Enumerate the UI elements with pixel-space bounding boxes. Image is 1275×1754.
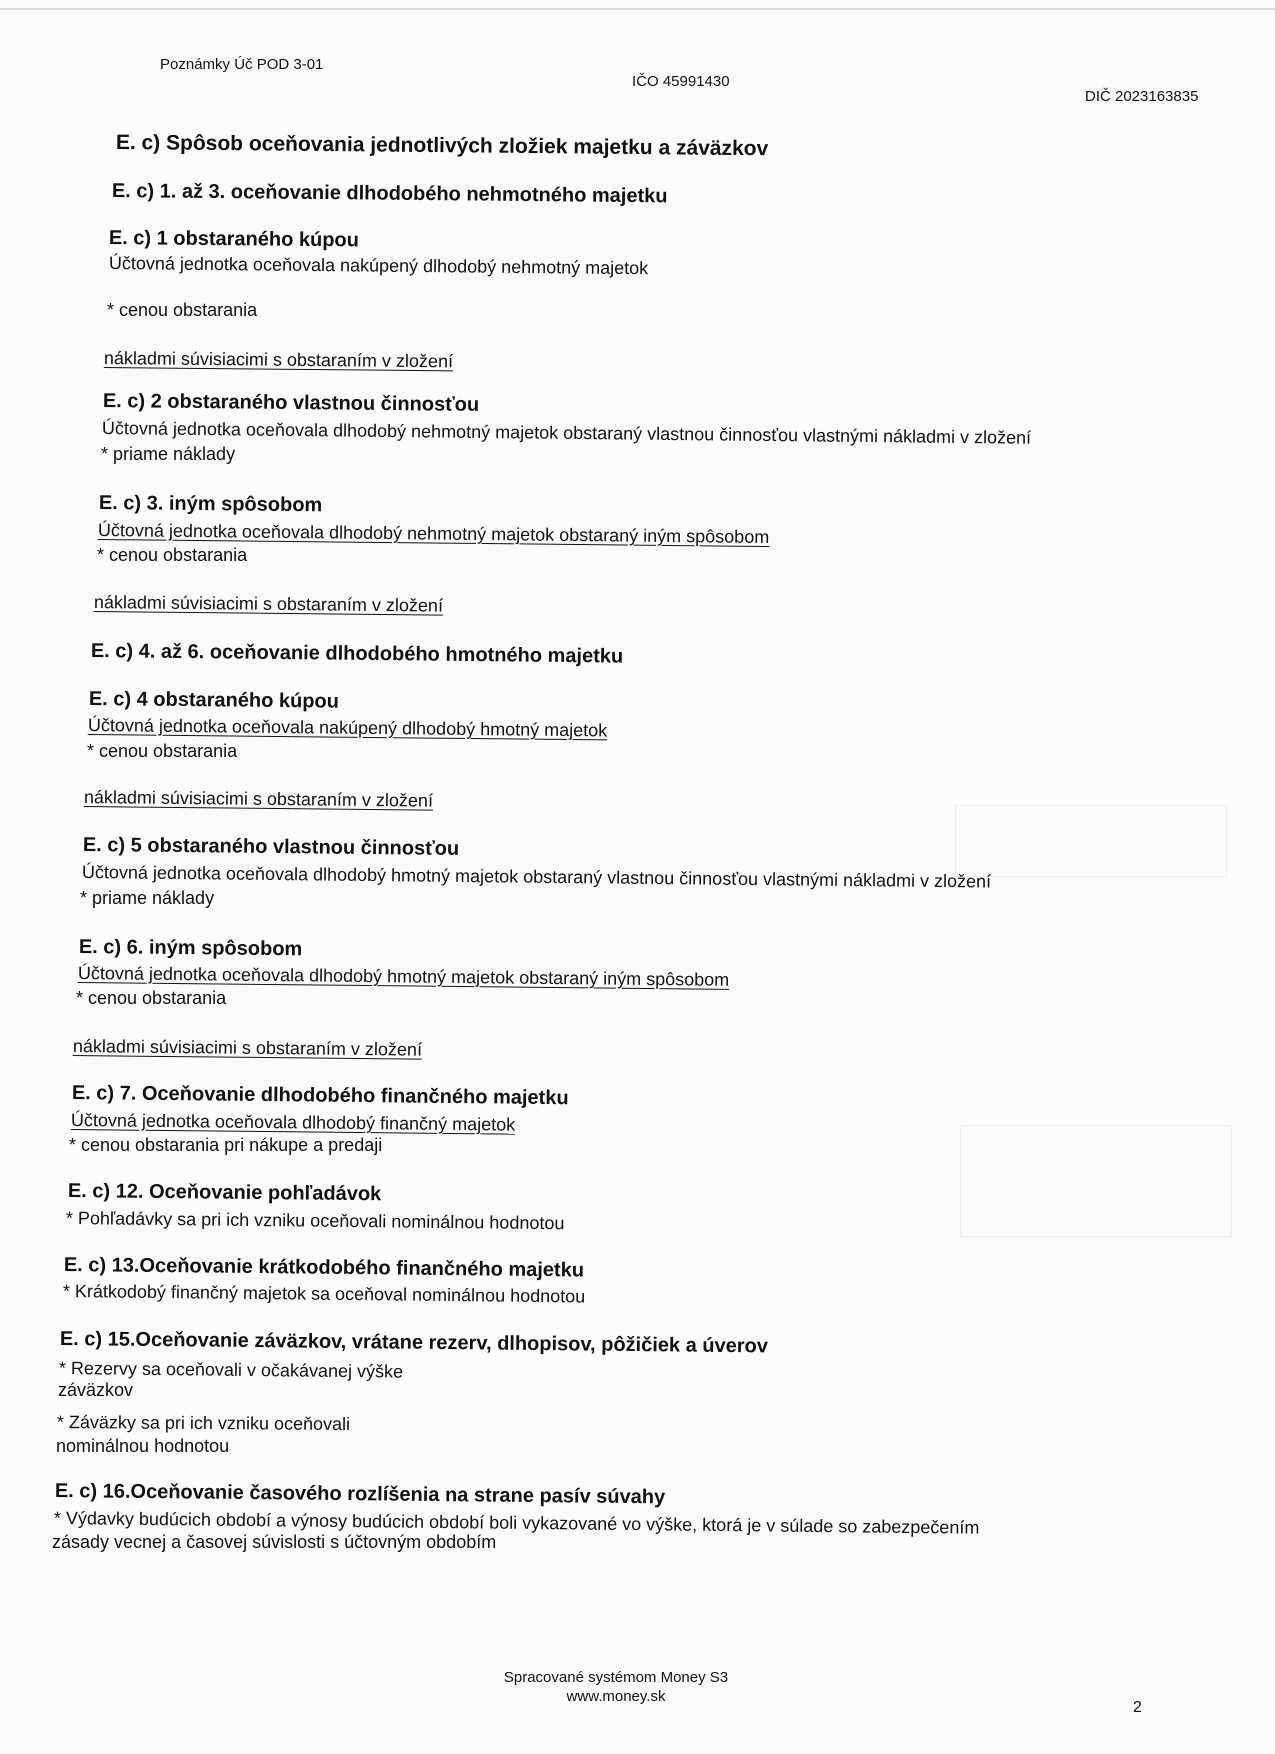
s15-line1: * Rezervy sa oceňovali v očakávanej výške: [58, 1358, 404, 1382]
s6-line3: nákladmi súvisiacimi s obstaraním v zložení: [72, 1036, 423, 1060]
s2-title: E. c) 2 obstaraného vlastnou činnosťou: [102, 390, 480, 416]
s4-title: E. c) 4 obstaraného kúpou: [88, 688, 340, 713]
header-dic: DIČ 2023163835: [1085, 88, 1199, 105]
s15-title: E. c) 15.Oceňovanie záväzkov, vrátane rezerv, dlhopisov, pôžičiek a úverov: [59, 1328, 769, 1358]
s12-title: E. c) 12. Oceňovanie pohľadávok: [67, 1180, 382, 1206]
s3-line2: * cenou obstarania: [97, 545, 248, 565]
s5-line2: * priame náklady: [80, 888, 215, 908]
section-tangible-title: E. c) 4. až 6. oceňovanie dlhodobého hmotného majetku: [90, 640, 624, 668]
s1-line3: nákladmi súvisiacimi s obstaraním v zložení: [103, 348, 454, 372]
s15-line3: * Záväzky sa pri ich vzniku oceňovali: [56, 1412, 351, 1435]
s7-line2: * cenou obstarania pri nákupe a predaji: [69, 1135, 383, 1155]
s16-title: E. c) 16.Oceňovanie časového rozlíšenia na strane pasív súvahy: [54, 1480, 666, 1509]
s3-line1: Účtovná jednotka oceňovala dlhodobý nehmotný majetok obstaraný iným spôsobom: [97, 520, 770, 548]
scan-edge-line: [0, 8, 1275, 10]
s2-line1: Účtovná jednotka oceňovala dlhodobý nehmotný majetok obstaraný vlastnou činnosťou vlastnými nákladmi v zložení: [101, 418, 1032, 448]
section-main-title: E. c) Spôsob oceňovania jednotlivých zložiek majetku a záväzkov: [115, 131, 769, 161]
bleed-through-box: [960, 1125, 1232, 1237]
page-number: 2: [1133, 1699, 1142, 1716]
s7-line1: Účtovná jednotka oceňovala dlhodobý finančný majetok: [70, 1110, 516, 1135]
s16-line1: * Výdavky budúcich období a výnosy budúcich období boli vykazované vo výške, ktorá je v súlade so zabezpečením: [53, 1508, 980, 1538]
s4-line2: * cenou obstarania: [87, 741, 238, 761]
s1-title: E. c) 1 obstaraného kúpou: [108, 227, 360, 252]
s13-line1: * Krátkodobý finančný majetok sa oceňoval nominálnou hodnotou: [62, 1281, 586, 1307]
s2-line2: * priame náklady: [101, 444, 236, 464]
footer-software: Spracované systémom Money S3: [503, 1669, 729, 1686]
s7-title: E. c) 7. Oceňovanie dlhodobého finančného majetku: [71, 1082, 569, 1110]
s5-line1: Účtovná jednotka oceňovala dlhodobý hmotný majetok obstaraný vlastnou činnosťou vlastnými nákladmi v zložení: [81, 862, 992, 892]
header-ico: IČO 45991430: [632, 73, 730, 90]
s15-line2: záväzkov: [58, 1380, 134, 1400]
footer-url: www.money.sk: [566, 1688, 666, 1705]
s16-line2: zásady vecnej a časovej súvislosti s účtovným obdobím: [52, 1532, 497, 1552]
s13-title: E. c) 13.Oceňovanie krátkodobého finančného majetku: [63, 1254, 585, 1282]
s1-line2: * cenou obstarania: [107, 300, 258, 320]
header-left: Poznámky Úč POD 3-01: [160, 56, 324, 73]
s6-line2: * cenou obstarania: [76, 988, 227, 1008]
s1-line1: Účtovná jednotka oceňovala nakúpený dlhodobý nehmotný majetok: [108, 253, 649, 279]
s6-title: E. c) 6. iným spôsobom: [78, 936, 303, 961]
bleed-through-box: [955, 805, 1227, 877]
s4-line1: Účtovná jednotka oceňovala nakúpený dlhodobý hmotný majetok: [87, 715, 608, 741]
s3-title: E. c) 3. iným spôsobom: [98, 492, 323, 517]
s4-line3: nákladmi súvisiacimi s obstaraním v zložení: [83, 787, 434, 811]
section-intangible-title: E. c) 1. až 3. oceňovanie dlhodobého nehmotného majetku: [111, 180, 668, 208]
s6-line1: Účtovná jednotka oceňovala dlhodobý hmotný majetok obstaraný iným spôsobom: [77, 963, 730, 990]
s12-line1: * Pohľadávky sa pri ich vzniku oceňovali nominálnou hodnotou: [65, 1208, 565, 1234]
s5-title: E. c) 5 obstaraného vlastnou činnosťou: [82, 834, 460, 860]
s3-line3: nákladmi súvisiacimi s obstaraním v zložení: [93, 592, 444, 616]
s15-line4: nominálnou hodnotou: [56, 1436, 230, 1456]
